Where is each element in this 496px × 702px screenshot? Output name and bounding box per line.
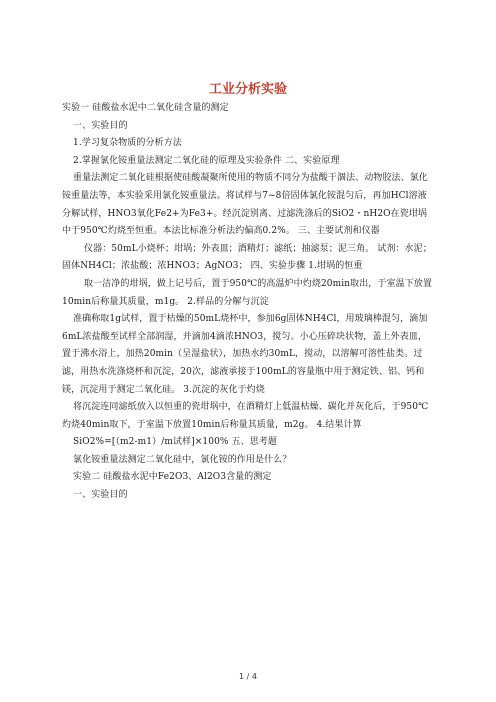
page-title: 工业分析实验: [208, 82, 287, 97]
body-paragraph: 准确称取1g试样，置于枯燥的50mL烧杯中，参加6g固体NH4Cl，用玻璃棒混匀，滴加6mL浓盐酸至试样全部润湿，并滴加4滴浓HNO3，搅匀。小心压碎块状物，盖上外表皿，置于沸水浴上，加热20min（呈湿盐状），加热水约30mL，搅动，以溶解可溶性盐类。过滤，用热水洗涤烧杯和沉淀，20次，滤液承接于100mL的容量瓶中用于测定铁、铝、钙和镁，沉淀用于测定二氧化硅。 3.沉淀的灰化于灼烧: [62, 314, 428, 395]
document-body: [62, 100, 434, 505]
body-paragraph: 将沉淀连同滤纸放入以恒重的瓷坩埚中，在酒精灯上低温枯燥、碳化并灰化后，于950℃灼烧40min取下，于室温下放置10min后称量其质量，m2g。 4.结果计算: [62, 402, 429, 430]
experiment-heading: 实验一 硅酸盐水泥中二氧化硅含量的测定: [62, 103, 229, 113]
list-item: 1.学习复杂物质的分析方法: [73, 138, 182, 149]
body-paragraph: 重量法测定二氧化硅根据使硅酸凝聚所使用的物质不同分为盐酸干涸法、动物胶法、氯化铵重量法等，本实验采用氯化铵重量法。将试样与7~8倍固体氯化铵混匀后，再加HCl溶液分解试样，HNO3氧化Fe2+为Fe3+。经沉淀别离、过滤洗涤后的SiO2・nH2O在瓷坩埚中于950℃灼烧至恒重。本法比标准分析法约偏高0.2%。 三、主要试剂和仪器: [62, 173, 428, 237]
section-heading: 一、实验目的: [73, 120, 128, 131]
body-paragraph: 取一洁净的坩埚，做上记号后，置于950℃的高温炉中灼烧20min取出，于室温下放置10min后称量其质量，m1g。 2.样品的分解与沉淀: [62, 278, 433, 307]
formula-line: SiO2%=[（m2-m1）/m试样]×100% 五、思考题: [73, 437, 278, 448]
list-item: 2.掌握氯化铵重量法测定二氧化硅的原理及实验条件 二、实验原理: [73, 155, 340, 166]
page-number: 1 / 4: [239, 672, 257, 681]
section-heading: 一、实验目的: [73, 490, 128, 501]
experiment-heading: 实验二 硅酸盐水泥中Fe2O3、Al2O3含量的测定: [73, 472, 272, 483]
question-line: 氯化铵重量法测定二氧化硅中，氯化铵的作用是什么？: [73, 454, 292, 465]
body-paragraph: 仪器：50mL小烧杯；坩埚；外表皿；酒精灯；滤纸；抽滤泵；泥三角。 试剂：水泥；固体NH4Cl；浓盐酸；浓HNO3；AgNO3； 四、实验步骤 1.坩埚的恒重: [62, 243, 432, 272]
